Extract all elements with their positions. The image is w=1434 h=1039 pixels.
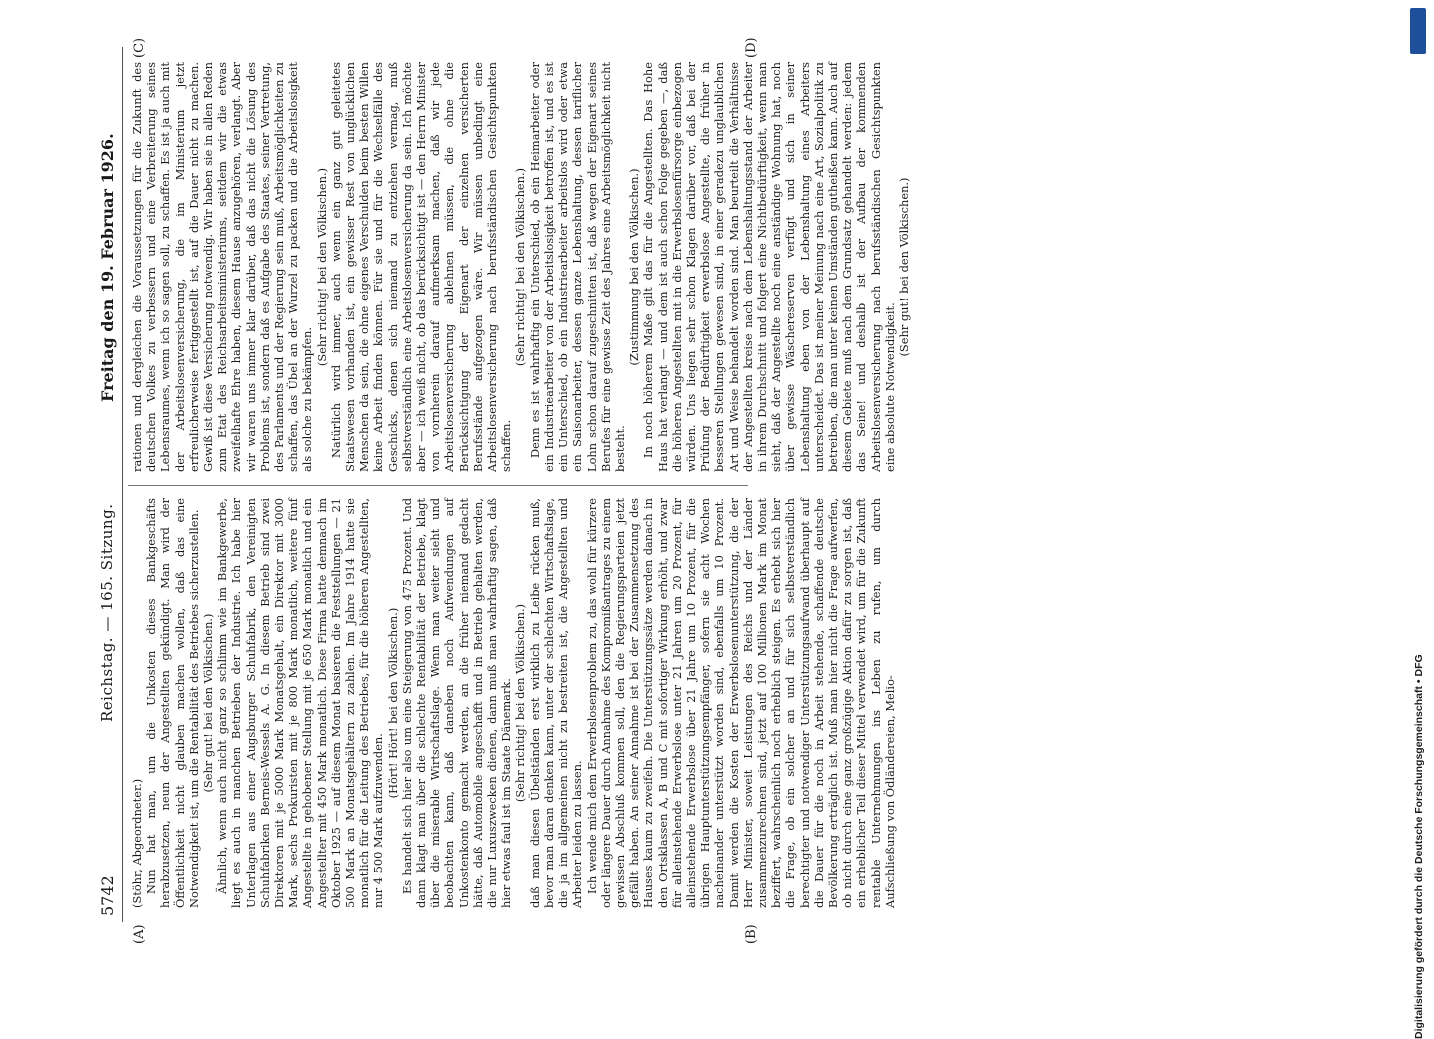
session-title: Reichstag. — 165. Sitzung. (98, 503, 116, 722)
right-text-column (130, 62, 911, 472)
page-number: 5742 (98, 875, 117, 916)
margin-marker-d: (D) (744, 37, 759, 58)
scanned-document-page (96, 37, 1356, 944)
interjection: (Sehr gut! bei den Völkischen.) (896, 177, 911, 357)
dfg-logo-icon (1410, 8, 1426, 54)
interjection: (Sehr richtig! bei den Völkischen.) (513, 603, 528, 803)
margin-marker-b: (B) (744, 924, 759, 944)
interjection: (Zustimmung bei den Völkischen.) (627, 168, 642, 366)
funding-notice: Digitalisierung gefördert durch die Deutsche Forschungsgemeinschaft • DFG (1413, 654, 1425, 1039)
paragraph: In noch höherem Maße gilt das für die Angestellten. Das Hohe Haus hat verlangt — und dem ist auch schon Folge gegeben —, daß die höheren Angestellten mit in die Erwerbslosenfürsorge einbezogen würden. Uns liegen sehr schon Klagen darüber vor, daß bei der Prüfung der Bedürftigkeit erwerbslose Angestellte, die früher in besseren Stellungen gewesen sind, in einer geradezu unglaublichen Art und Weise behandelt worden sind. Man beurteilt die Verhältnisse der Angestellten kreise nach dem Lebenshaltungsstand der Arbeiter in ihrem Durchschnitt und folgert eine Nichtbedürftigkeit, wenn man sieht, daß der Angestellte noch eine anständige Wohnung hat, noch über gewisse Wäschereserven verfügt und sich in seiner Lebenshaltung eben von der Lebenshaltung eines Arbeiters unterscheidet. Das ist meiner Meinung nach eine Art, Sozialpolitik zu betreiben, die man unter keinen Umständen gutheißen kann. Auch auf diesem Gebiete muß nach dem Grundsatz gehandelt werden: jedem das Seine! und deshalb ist der Aufbau der kommenden Arbeitslosenversicherung nach berufsständischen Gesichtspunkten eine absolute Notwendigkeit. (641, 62, 897, 472)
column-divider (128, 485, 748, 486)
session-date: Freitag den 19. Februar 1926. (98, 133, 117, 402)
speaker-attribution: (Stöhr, Abgeordneter.) (130, 778, 144, 908)
paragraph: Ich wende mich dem Erwerbslosenproblem zu, das wohl für kürzere oder längere Dauer durch Annahme des Kompromißantrages zu einem gewissen Abschluß kommen soll, den die Regierungsparteien jetzt gefällt haben. An seiner Annahme ist bei der Zusammensetzung des Hauses kaum zu zweifeln. Die Unterstützungssätze werden danach in den Ortsklassen A, B und C mit sofortiger Wirkung erhöht, und zwar für alleinstehende Erwerbslose unter 21 Jahren um 20 Prozent, für alleinstehende Erwerbslose über 21 Jahre um 10 Prozent, für die übrigen Hauptunterstützungsempfänger, sofern sie acht Wochen nacheinander unterstützt worden sind, ebenfalls um 10 Prozent. Damit werden die Kosten der Erwerbslosenunterstützung, die der Herr Minister, soweit Leistungen des Reichs und der Länder zusammenzurechnen sind, jetzt auf 100 Millionen Mark im Monat beziffert, wahrscheinlich noch erheblich steigen. Es erhebt sich hier die Frage, ob ein solcher an und für sich selbstverständlich berechtigter und notwendiger Unterstützungsaufwand überhaupt auf die Dauer für die noch in Arbeit stehende, schaffende deutsche Bevölkerung erträglich ist. Muß man hier nicht die Frage aufwerfen, ob nicht durch eine ganz großzügige Aktion dafür zu sorgen ist, daß ein erheblicher Teil dieser Mittel verwendet wird, um für die Zukunft rentable Unternehmungen ins Leben zu rufen, um durch Aufschließung von Ödländereien, Melio- (584, 498, 897, 908)
header-rule (122, 47, 123, 922)
paragraph: Nun hat man, um die Unkosten dieses Bankgeschäfts herabzusetzen, neun der Angestellten gekündigt. Man wird der Öffentlichkeit nicht glauben machen wollen, daß das eine Notwendigkeit ist, um die Rentabilität des Betriebes sicherzustellen. (144, 498, 201, 908)
interjection: (Sehr richtig! bei den Völkischen.) (513, 167, 528, 367)
left-text-column (130, 498, 897, 908)
paragraph: Denn es ist wahrhaftig ein Unterschied, ob ein Heimarbeiter oder ein Industriearbeiter von der Arbeitslosigkeit betroffen ist, und es ist ein Unterschied, ob ein Industriearbeiter arbeitslos wird oder etwa ein Saisonarbeiter, dessen ganze Lebenshaltung, dessen tariflicher Lohn schon darauf zugeschnitten ist, daß wegen der Eigenart seines Berufes für eine gewisse Zeit des Jahres eine Arbeitsmöglichkeit nicht besteht. (527, 62, 627, 472)
paragraph: daß man diesen Übelständen erst wirklich zu Leibe rücken muß, bevor man daran denken kann, unter der schlechten Wirtschaftslage, die ja im allgemeinen nicht zu bestreiten ist, die Angestellten und Arbeiter leiden zu lassen. (527, 498, 585, 908)
paragraph: Ähnlich, wenn auch nicht ganz so schlimm wie im Bankgewerbe, liegt es auch in manchen Betrieben der Industrie. Ich habe hier Unterlagen aus einer Augsburger Schuhfabrik, den Vereinigten Schuhfabriken Berneis-Wessels A. G. In diesem Betrieb sind zwei Direktoren mit je 5000 Mark Monatsgehalt, ein Direktor mit 3000 Mark, sechs Prokuristen mit je 800 Mark monatlich, weitere fünf Angestellte in gehobener Stellung mit je 650 Mark monatlich und ein Angestellter mit 450 Mark monatlich. Diese Firma hatte demnach im Oktober 1925 — auf diesem Monat basieren die Feststellungen — 21 500 Mark an Monatsgehältern zu zahlen. Im Jahre 1914 hatte sie monatlich für die Leitung des Betriebes, für die höheren Angestellten, nur 4 500 Mark aufzuwenden. (215, 498, 386, 908)
interjection: (Sehr richtig! bei den Völkischen.) (314, 167, 329, 367)
funding-stamp (1410, 8, 1428, 1039)
paragraph: Natürlich wird immer, auch wenn ein ganz gut geleitetes Staatswesen vorhanden ist, ein gewisser Rest von unglücklichen Menschen da sein, die ohne eigenes Verschulden beim besten Willen keine Arbeit finden können. Für sie und für die Wechselfälle des Geschicks, denen sich niemand zu entziehen vermag, muß selbstverständlich eine Arbeitslosenversicherung da sein. Ich möchte aber — ich weiß nicht, ob das berücksichtigt ist — den Herrn Minister von vornherein darauf aufmerksam machen, daß wir jede Arbeitslosenversicherung ablehnen müssen, die ohne die Berücksichtigung der Eigenart der einzelnen versicherten Berufsstände aufgezogen wäre. Wir müssen unbedingt eine Arbeitslosenversicherung nach berufsständischen Gesichtspunkten schaffen. (328, 62, 514, 472)
margin-marker-a: (A) (132, 924, 147, 944)
interjection: (Hört! Hört! bei den Völkischen.) (385, 607, 400, 799)
paragraph: rationen und dergleichen die Voraussetzungen für die Zukunft des deutschen Volkes zu verbessern und eine Verbreiterung seines Lebensraumes, wenn ich so sagen soll, zu schaffen. Es ist ja auch mit der Arbeitslosenversicherung, die im Ministerium jetzt erfreulicherweise fertiggestellt ist, auf die Dauer nicht zu machen. Gewiß ist diese Versicherung notwendig. Wir haben sie in allen Reden zum Etat des Reichsarbeitsministeriums, seitdem wir die etwas zweifelhafte Ehre haben, diesem Hause anzugehören, verlangt. Aber wir waren uns immer klar darüber, daß das nicht die Lösung des Problems ist, sondern daß es Aufgabe des Staates, seiner Vertretung, des Parlaments und der Regierung sein muß, Arbeitsmöglichkeiten zu schaffen, das Übel an der Wurzel zu packen und die Arbeitslosigkeit als solche zu bekämpfen. (130, 62, 315, 472)
paragraph: Es handelt sich hier also um eine Steigerung von 475 Prozent. Und dann klagt man über die schlechte Rentabilität der Betriebe, klagt über die miserable Wirtschaftslage. Wenn man weiter sieht und beobachten kann, daß daneben noch Aufwendungen auf Unkostenkonto gemacht werden, an die früher niemand gedacht hätte, daß Automobile angeschafft und in Betrieb gehalten werden, die nur Luxuszwecken dienen, dann muß man wahrhaftig sagen, daß hier etwas faul ist im Staate Dänemark. (399, 498, 514, 908)
interjection: (Sehr gut! bei den Völkischen.) (201, 613, 216, 793)
margin-marker-c: (C) (132, 37, 147, 58)
